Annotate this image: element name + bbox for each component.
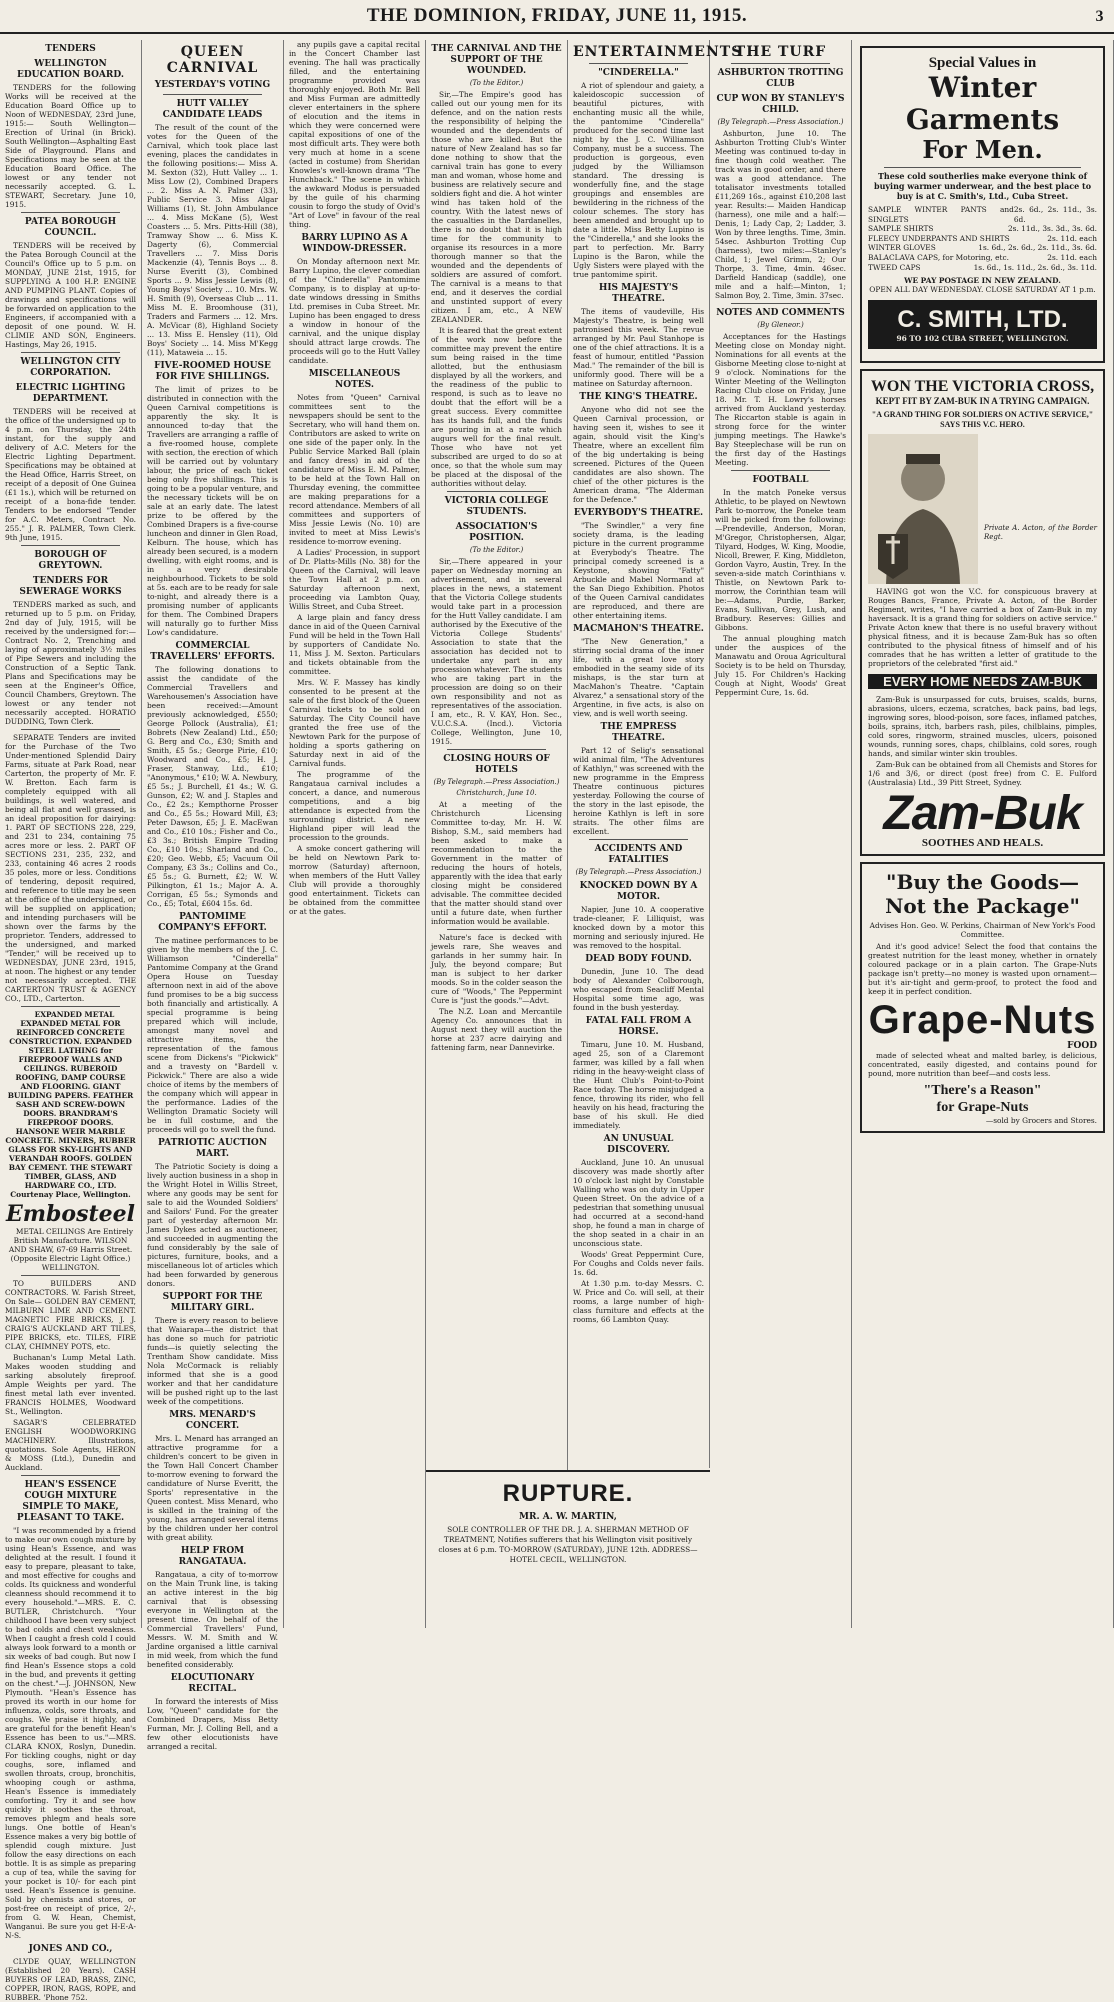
divider (21, 1275, 120, 1276)
his-majestys-review: The items of vaudeville, His Majesty's Theatre, is being well patronised this week. The revue arranged by Mr. Paul Stanhope is one of the chief attractions. It is a feast of humour, entitled "Passion Mad." The remainder of the bill is uniformly good. There will be a matinee on Saturday afternoon. (573, 307, 704, 388)
column-5 (568, 40, 743, 1468)
hutt-valley-heading: HUTT VALLEY CANDIDATE LEADS (162, 99, 263, 120)
price-item-name: SAMPLE SHIRTS (868, 224, 934, 234)
commercial-heading: COMMERCIAL TRAVELLERS' EFFORTS. (150, 641, 275, 662)
hotels-heading: CLOSING HOURS OF HOTELS (443, 754, 550, 775)
victoria-cross-portrait-icon (868, 434, 978, 584)
carnival-support-heading: THE CARNIVAL AND THE SUPPORT OF THE WOUNDED. (431, 44, 562, 76)
rangatau-article: Rangataua, a city of to-morrow on the Main Trunk line, is taking an active interest in the big carnival that is obsessing everyone in Wellington at the present time. On behalf of the Commercial Travellers' Fund, Messrs. W. M. Smith and W. Jardine organised a little carnival in mid week, from which the fund benefited considerably. (147, 1570, 278, 1669)
expanded-metal-ad: EXPANDED METAL EXPANDED METAL FOR REINFORCED CONCRETE CONSTRUCTION. EXPANDED STEEL LATHING for FIREPROOF WALLS AND CEILINGS. RUBEROID ROOFING, DAMP COURSE AND FLOORING. GIANT BUILDING PAPERS. FEATHER SASH AND SCREW-DOWN DOORS. BRANDRAM'S FIREPROOF DOORS. HANSONE WEIR MARBLE CONCRETE. MINERS, RUBBER GLASS FOR SKY-LIGHTS AND VERANDAH ROOFS. GOLDEN BAY CEMENT. THE STEWART TIMBER, GLASS, AND HARDWARE CO., LTD. Courtenay Place, Wellington. (5, 1010, 136, 1199)
patea-notice: TENDERS will be received by the Patea Borough Council at the Council's Office up to 5 p.m. on MONDAY, JUNE 21st, 1915, for SUPPLYING A 100 H.P. ENGINE AND PUMPING PLANT. Copies of drawings and specifications will be forwarded on application to the Engineers, if accompanied with a deposit of one pound. W. H. CLIMIE AND SON, Engineers. Hastings, May 26, 1915. (5, 241, 136, 349)
special-values-heading: Special Values in (928, 55, 1037, 71)
price-list-row (868, 224, 1097, 234)
carnival-support-letter: Sir,—The Empire's good has called out our young men for its defence, and on the nation rests the responsibility of helping the wounded and the dependents of those who are killed. But the nature of New Zealand has so far done nothing to show that the carnival train has gone to every man and woman, whose home and business are relatively secure and soldiers fight and die. A hot winter wind has taken hold of the country. With the latest news of the casualties in the Dardanelles, there is no doubt that it is high time for the community to organise its resources in a more thorough manner so that the wounded and the dependents of soldiers are assured of comfort. The carnival is a means to that end, and it deserves the cordial and unstinted support of every citizen. I am, etc., A NEW ZEALANDER. (431, 90, 562, 324)
zambuk-ad (860, 369, 1105, 856)
divider (447, 491, 546, 492)
queen-subheading: YESTERDAY'S VOTING (154, 80, 271, 90)
every-home-text: EVERY HOME NEEDS ZAM-BUK (883, 674, 1082, 690)
martin-notice: SOLE CONTROLLER OF THE DR. J. A. SHERMAN METHOD OF TREATMENT, Notifies sufferers that his Wellington visit positively closes at 6 p.m. TO-MORROW (SATURDAY), JUNE 12th. ADDRESS—HOTEL CECIL, WELLINGTON. (438, 1525, 698, 1564)
grape-nuts-description: made of selected wheat and malted barley, is delicious, concentrated, easily digested, and contains pound for pound, more nutrition than beef—and costs less. (868, 1051, 1097, 1079)
zambuk-uses: Zam-Buk is unsurpassed for cuts, bruises, scalds, burns, abrasions, ulcers, eczema, scratches, back pains, bad legs, ingrowing sores, blood-poison, sore faces, inflamed patches, boils, sprains, itch, barbers rash, piles, chilblains, pimples, cold sores, ringworm, strained muscles, ulcers, poisoned wounds, running sores, chaps, chilblains, cold sores, rough hands, and similar winter skin troubles. (868, 695, 1097, 759)
embosteel-ad: METAL CEILINGS Are Entirely British Manufacture. WILSON AND SHAW, 67-69 Harris Street. (Opposite Electric Light Office.) WELLINGTON. (8, 1227, 134, 1272)
rangatau-heading: HELP FROM RANGATAUA. (178, 1546, 247, 1567)
association-heading: ASSOCIATION'S POSITION. (455, 522, 538, 543)
divider (21, 352, 120, 353)
electric-heading: ELECTRIC LIGHTING DEPARTMENT. (15, 383, 126, 404)
military-article: There is every reason to believe that Waiarapa—the district that has done so much for patriotic funds—is quietly selecting the Trentham Show candidate. Miss Nola McCormack is reliably informed that she is a good worker and that her candidature will be pushed right up to the last week of the competitions. (147, 1316, 278, 1406)
sold-by-note: —sold by Grocers and Stores. (985, 1116, 1097, 1126)
price-list-row (868, 205, 1097, 224)
martin-name: MR. A. W. MARTIN, (519, 1512, 617, 1522)
rangataua-programme-article: The programme of the Rangataua carnival includes a concert, a dance, and numerous competitions, and a big attendance is expected from the surrounding district. A new Highland piper will lead the procession to the grounds. (289, 770, 420, 842)
wellington-education-heading: WELLINGTON EDUCATION BOARD. (17, 59, 124, 80)
fancy-dress-article: A large plain and fancy dress dance in aid of the Queen Carnival Fund will be held in the Town Hall by supporters of Candidate No. 11, Miss J. M. Sexton. Particulars and tickets obtainable from the committee. (289, 613, 420, 676)
for-grape-nuts-slogan: for Grape-Nuts (936, 1100, 1029, 1116)
divider (163, 94, 262, 95)
divider (589, 839, 688, 840)
price-item-name: FLEECY UNDERPANTS AND SHIRTS (868, 233, 1010, 243)
column-6 (710, 40, 852, 1628)
greytown-heading: BOROUGH OF GREYTOWN. (34, 550, 107, 571)
pantomime-article: The matinee performances to be given by the members of the J. C. Williamson "Cinderella" Pantomime Company at the Grand Opera House on Tuesday afternoon next in aid of the above fund promises to be a big success both financially and artistically. A special programme is being prepared which will include, amongst many novel and attractive items, the representation of the famous scene from Dickens's "Pickwick" and a travesty on "Bardell v. Pickwick." There are also a wide choice of items by the members of the company which will appear in the performance. Ladies of the Wellington Dramatic Society will be in full costume, and the proceeds will go to swell the fund. (147, 936, 278, 1134)
massey-article: Mrs. W. F. Massey has kindly consented to be present at the sale of the first block of the Queen Carnival tickets to be sold on Saturday. The City Council have granted the free use of the Newtown Park for the purpose of holding a sports gathering on Saturday next in aid of the Carnival funds. (289, 678, 420, 768)
smith-banner (868, 300, 1097, 349)
turf-heading: THE TURF (734, 44, 827, 60)
hean-ad: "I was recommended by a friend to make our own cough mixture by using Hean's Essence, and was delighted at the result. I found it easy to prepare, pleasant to take, and most effective for coughs and colds. Its quickness and wonderful cleanness should recommend it to every household."—MRS. E. C. BUTLER, Christchurch. "Your childhood I have been very subject to bad colds and chest weakness. When I caught a fresh cold I could always look forward to a month or six weeks of bad cough. But now I find Hean's Essence stops a cold in the bud, and prevents it getting on the chest."—J. JOHNSON, New Plymouth. "Hean's Essence has proved its worth in our home for influenza, colds, sore throats, and coughs. We praise it highly, and are grateful for the benefit Hean's Essence has been to us."—MRS. CLARA KNOX, Roslyn, Dunedin. For tickling coughs, night or day coughs, sore, inflamed and swollen throats, croup, bronchitis, whooping cough or asthma, Hean's Essence is immediately comforting. Try it and see how quickly it soothes the throat, removes phlegm and heals sore lungs. One bottle of Hean's Essence makes a very big bottle of splendid cough mixture. Just follow the easy directions on each bottle. It is as simple as preparing a cup of tea, while the saving for your pocket is 10/- for each pint used. Hean's Essence is genuine. Sold by chemists and stores, or post-free on receipt of price, 2/-, from G. W. Hean, Chemist, Wanganui. Be sure you get H-E-A-N-S. (5, 1526, 136, 1940)
price-item-name: TWEED CAPS (868, 262, 921, 272)
divider (884, 167, 1081, 168)
motor-article: Napier, June 10. A cooperative trade-cleaner, F. Lilliquist, was knocked down by a motor this morning and seriously injured. He was removed to the hospital. (573, 905, 704, 950)
to-editor-label: (To the Editor.) (469, 79, 524, 87)
winter-garments-heading: Winter Garments (905, 71, 1060, 136)
jones-ad: CLYDE QUAY, WELLINGTON (Established 20 Years). CASH BUYERS OF LEAD, BRASS, ZINC, COPPER, IRON, RAGS, ROPE, and RUBBER. 'Phone 752. (5, 1957, 136, 2002)
hean-heading: HEAN'S ESSENCE COUGH MIXTURE SIMPLE TO MAKE, PLEASANT TO TAKE. (16, 1480, 125, 1523)
price-list (868, 205, 1097, 272)
dead-body-article: Dunedin, June 10. The dead body of Alexander Colborough, who escaped from Seacliff Mental Hospital some time ago, was found in the bush yesterday. (573, 967, 704, 1012)
divider (589, 63, 688, 64)
column-2 (142, 40, 284, 1751)
barry-lupino-heading: BARRY LUPINO AS A WINDOW-DRESSER. (301, 233, 408, 254)
electric-notice: TENDERS will be received at the office of the undersigned up to 4 p.m. on Thursday, the 24th instant, for the supply and delivery of A.C. Meters for the Electric Lighting Department. Specifications may be obtained at the Head Office, Harris Street, on receipt of a deposit of One Guinea (£1 1s.), which will be returned on receipt of a bona-fide tender. Tenders to be endorsed "Tender for A.C. Meters, Contract No. 255." J. R. PALMER, Town Clerk. 9th June, 1915. (5, 407, 136, 542)
embosteel-logo: Embosteel (5, 1201, 135, 1227)
elocutionary-article: In forward the interests of Miss Low, "Queen" candidate for the Combined Drapers, Miss Betty Furman, Mr. J. Colling Bell, and a few other elocutionists have arranged a recital. (147, 1697, 278, 1751)
fatal-fall-heading: FATAL FALL FROM A HORSE. (585, 1016, 692, 1037)
everybodys-heading: EVERYBODY'S THEATRE. (573, 508, 704, 518)
recital-continued: any pupils gave a capital recital in the Concert Chamber last evening. The hall was practically filled, and the entertaining programme provided was thoroughly enjoyed. Both Mr. Bell and Miss Furman are admittedly clever entertainers in the sphere of elocution and the items in which they were concerned were capital expositions of one of the most difficult arts. They were both very much at home in a scene (acted in costume) from Sheridan Knowles's well-known drama "The Hunchback." The scene in which the awkward Modus is persuaded by the guile of his charming cousin to forgo the study of Ovid's "Art of Love" in favour of the real thing. (289, 40, 420, 229)
column-3 (284, 40, 426, 1628)
smith-address: 96 TO 102 CUBA STREET, WELLINGTON. (896, 334, 1069, 344)
ladies-procession-article: A Ladies' Procession, in support of Dr. Platts-Mills (No. 38) for the Queen of the Carnival, will leave the Town Hall at 2 p.m. on Saturday afternoon next, proceeding via Lambton Quay, Willis Street, and Cuba Street. (289, 548, 420, 611)
smith-name: C. SMITH, LTD. (897, 306, 1068, 334)
rupture-ad (426, 1470, 710, 1628)
price-item-price: 1s. 6d., 1s. 11d., 2s. 6d., 3s. 11d. (973, 262, 1097, 272)
divider (21, 1006, 120, 1007)
divider (731, 303, 830, 304)
food-label: FOOD (1067, 1041, 1097, 1052)
five-room-heading: FIVE-ROOMED HOUSE FOR FIVE SHILLINGS. (154, 361, 271, 382)
dead-body-heading: DEAD BODY FOUND. (585, 954, 692, 964)
buy-goods-heading: "Buy the Goods— (886, 870, 1079, 895)
unusual-discovery-heading: AN UNUSUAL DISCOVERY. (603, 1134, 674, 1155)
divider (447, 929, 546, 930)
greytown-subheading: TENDERS FOR SEWERAGE WORKS (19, 576, 122, 597)
price-item-name: WINTER GLOVES (868, 243, 936, 253)
vc-quote: "A GRAND THING FOR SOLDIERS ON ACTIVE SERVICE," SAYS THIS V.C. HERO. (871, 410, 1094, 430)
football-article: In the match Poneke versus Athletic, to be played on Newtown Park to-morrow, the Poneke team will be picked from the following:—Prendeville, Anderson, Moran, M'Gregor, Christophersen, Algar, Tilyard, Hodges, W. King, Moodie, Nicoll, Brewer, F. King, Middleton, Gordon Vayro, Austin, Trey. In the seven-a-side match Corinthians v. Thistle, on Newtown Park to-morrow, the Corinthian team will be:—Adams, Purdie, Barker, Evans, Sullivan, Grey, Lush, and Bradbury. Reserves: Gillies and Gibbons. (715, 488, 846, 632)
woods-cure-ad: Woods' Great Peppermint Cure, For Coughs and Colds never fails. 1s. 6d. (573, 1250, 704, 1277)
vc-heading: WON THE VICTORIA CROSS, (870, 378, 1095, 396)
menard-heading: MRS. MENARD'S CONCERT. (169, 1410, 256, 1431)
postage-note: WE PAY POSTAGE IN NEW ZEALAND. (904, 276, 1061, 286)
queen-voting-article: The result of the count of the votes for the Queen of the Carnival, which took place last evening, places the candidates in the following positions:— Miss A. M. Sexton (32), Hutt Valley ... 1. Miss Low (2), Combined Drapers ... 2. Miss A. N. Palmer (33), Public Service 3. Miss Algar Williams (1), St. John Ambulance ... 4. Miss McKane (5), West Coasters ... 5. Mrs. Pitts-Hill (38), Tramway Show ... 6. Miss K. Dagerty (6), Commercial Travellers ... 7. Miss Doris Mackenzie (4), Tennis Boys ... 8. Nurse Everitt (3), Combined Sports ... 9. Miss Jessie Lewis (8), Young Boys' Society ... 10. Mrs. W. H. Smith (9), Overseas Club ... 11. Miss M. E. Broomhouse (31), Traders and Farmers ... 12. Mrs. A. McVicar (8), Highland Society ... 13. Miss E. Hensley (11), Old Boys' Society ... 14. Miss M'Kegg (11), Mataweia ... 15. (147, 123, 278, 357)
farm-tender-notice: SEPARATE Tenders are invited for the Purchase of the Two Under-mentioned Splendid Dairy Farms, situate at Park Road, near Carterton, the property of Mr. F. W. Bretton. Each farm is completely equipped with all buildings, is well watered, and being all flat and well grassed, is an ideal proposition for dairying: 1. PART OF SECTIONS 228, 229, and 231 to 234, containing 75 acres more or less. 2. PART OF SECTIONS 231, 235, 232, and 233, containing 46 acres 2 roods 35 poles, more or less. Conditions of tendering, deposit required, and reference to title may be seen at the office of the undersigned, or will be supplied on application; and intending purchasers will be shown over the farms by the proprietor. Tenders, addressed to the undersigned, and marked "Tender," will be received up to WEDNESDAY, JUNE 23rd, 1915, at noon. The highest or any tender not necessarily accepted. THE CARTERTON TRUST & AGENCY CO., LTD., Carterton. (5, 733, 136, 1003)
unusual-discovery-article: Auckland, June 10. An unusual discovery was made shortly after 10 o'clock last night by Constable Walling who was on duty in Upper Queen Street. On the advice of a pedestrian that something unusual had occurred at a second-hand shop, he found a man in charge of the shop seated in a chair in an unconscious state. (573, 1158, 704, 1248)
victoria-college-letter: Sir,—There appeared in your paper on Wednesday morning an advertisement, and in several places in the news, a statement that the Victoria College students would take part in a procession for the Hutt Valley candidate. I am authorised by the Executive of the Victoria College Students' Association to state that the association has decided not to undertake any part in any procession whatever. The students who are taking part in the procession are doing so on their own responsibility and not as representatives of the association. I am, etc., R. V. KAY, Hon. Sec., V.U.C.S.A. (Incd.). Victoria College, Wellington, June 10, 1915. (431, 557, 562, 746)
smith-winter-ad (860, 46, 1105, 363)
kings-heading: THE KING'S THEATRE. (579, 392, 698, 402)
menard-article: Mrs. L. Menard has arranged an attractive programme for a children's concert to be given in the Town Hall Concert Chamber to-morrow evening to forward the candidature of Nurse Everitt, the Sports' representative in the Queen contest. Miss Menard, who is skilled in the training of the young, has arranged several items by the children under her control with great ability. (147, 1434, 278, 1542)
patea-heading: PATEA BOROUGH COUNCIL. (24, 217, 117, 238)
hotels-source: (By Telegraph.—Press Association.) (433, 778, 560, 786)
greytown-notice: TENDERS marked as such, and returned up to 5 p.m. on Friday, 2nd day of July, 1915, will be received by the undersigned for:— Contract No. 2, Trenching and laying of approximately 3½ miles of Pipe Sewers and including the Construction of a Septic Tank. Plans and Specifications may be seen at the Engineer's Office, Council Chambers, Greytown. The lowest or any tender not necessarily accepted. HORATIO DUDDING, Town Clerk. (5, 600, 136, 726)
five-room-article: The limit of prizes to be distributed in connection with the Queen Carnival competitions is apparently the sky. It is announced to-day that the Travellers are arranging a raffle of a five-roomed house, complete with section, the erection of which will be carried out by voluntary labour, the price of each ticket being only five shillings. This is going to be a popular venture, and the necessary tickets will be on sale at an early date. The latest prize to be offered by the Combined Drapers is a five-course luncheon and dinner in Glen Road, Kelburn. The house, which has already been secured, is a modern dwelling, with eight rooms, and is in a very desirable neighbourhood. Tickets to be sold at 5s. each are to be ready for sale to-night, and already there is a promising number of applicants for them. The Combined Drapers will naturally go to further Miss Low's candidature. (147, 385, 278, 637)
every-home-banner (868, 674, 1097, 689)
grape-nuts-intro: And it's good advice! Select the food that contains the greatest nutrition for the least money, whether in ornately coloured package or in a plain carton. The Grape-Nuts package isn't pretty—no money is wasted upon ornament—but it's air-tight and germ-proof, to protect the food and keep it in perfect condition. (868, 942, 1097, 997)
accidents-heading: ACCIDENTS AND FATALITIES (594, 844, 683, 865)
price-list-row (868, 234, 1097, 244)
price-item-price: 1s. 6d., 2s. 6d., 2s. 11d., 3s. 6d. (978, 243, 1097, 253)
soothes-heals: SOOTHES AND HEALS. (921, 837, 1044, 850)
divider (21, 212, 120, 213)
loan-agency-notice: The N.Z. Loan and Mercantile Agency Co. announces that in August next they will auction the horse at 237 acre dairying and fattening farm, near Dannevirke. (431, 1007, 562, 1052)
commercial-article: The following donations to assist the candidate of the Commercial Travellers and Warehousemen's Association have been received:—Amount previously acknowledged, £550; George Pollock (Australia), £1; Bobrets (New Zealand) Ltd., £50; G. Berg and Co., £30; Smith and Smith, £5 5s.; George Pirie, £10; Woodward and Co., £5; H. J. Fraser, Stanway, Ltd., £10; "Anonymous," £10; W. A. Newbury, £5 5s.; J. Burchell, £1 4s.; W. G. Gunson, £2; W. and J. Staples and Co., £2 2s.; Kempthorne Prosser and Co., £5 5s.; Howard Mill, £3; Peter Dawson, £5; J. E. MacEwan and Co., £10 10s.; Fisher and Co., £3 3s.; British Empire Trading Co., £10 10s.; Sharland and Co., £20; Geo. Webb, £5; Vacuum Oil Company, £3 3s.; Collins and Co., £5 5s.; G. Burnett, £2; W. W. Pilkington, £1 1s.; Major A. A. Corrigan, £5 5s.; Symonds and Co., £5; Total, £604 15s. 6d. (147, 665, 278, 908)
misc-notes-article: Notes from "Queen" Carnival committees sent to the newspapers should be sent to the Secretary, who will hand them on. Contributors are asked to write on one side of the paper only. In the Public Service Marked Ball (plain and fancy dress) in aid of the candidature of Miss E. M. Palmer, to be held at the Town Hall on Thursday evening, the committee are making preparations for a record attendance. Members of all committees and supporters of Miss Jessie Lewis (No. 10) are invited to meet at Miss Lewis's residence to-morrow evening. (289, 393, 420, 546)
divider (21, 1475, 120, 1476)
price-list-row (868, 243, 1097, 253)
sagar-ad: SAGAR'S CELEBRATED ENGLISH WOODWORKING MACHINERY. Illustrations, quotations. Sole Agents, HERON & MOSS (Ltd.), Dunedin and Auckland. (5, 1418, 136, 1472)
rupture-heading: RUPTURE. (502, 1480, 634, 1507)
elocutionary-heading: ELOCUTIONARY RECITAL. (170, 1673, 255, 1694)
jones-heading: JONES AND CO., (28, 1944, 113, 1954)
divider (21, 729, 120, 730)
patriotic-heading: PATRIOTIC AUCTION MART. (157, 1138, 267, 1159)
grape-nuts-logo: Grape-Nuts (868, 998, 1097, 1043)
price-item-name: SAMPLE WINTER PANTS and SINGLETS (868, 205, 1014, 224)
wellington-education-notice: TENDERS for the following Works will be received at the Education Board Office up to Noon of WEDNESDAY, 23rd June, 1915:— South Wellington—Erection of Urinal (in Brick). South Wellington—Asphalting East Side of Playground. Plans and Specifications may be seen at the Education Board Office. The lowest or any tender not necessarily accepted. G. L. STEWART, Secretary. June 10, 1915. (5, 83, 136, 209)
kings-review: Anyone who did not see the Queen Carnival procession, or having seen it, wishes to see it again, should visit the King's Theatre, where an excellent film of the big undertaking is being screened. Pictures of the Queen candidates are also shown. The chief of the other pictures is the American drama, "The Alderman for the Defence." (573, 405, 704, 504)
divider (731, 470, 830, 471)
carnival-support-continued: It is feared that the great extent of the work now before the committee may prevent the entire sum being raised in the time allotted, but the enthusiasm displayed by all the workers, and the readiness of the public to respond, is such as to leave no doubt that the effort will be a great success. Every committee has its hands full, and the funds are pouring in at a rate which augurs well for the final result. Those who have not yet subscribed are urged to do so at once, so that the whole sum may be placed at the disposal of the authorities without delay. (431, 326, 562, 488)
entertainments-heading: ENTERTAINMENTS (573, 44, 743, 60)
ploughing-notice: The annual ploughing match under the auspices of the Manawatu and Oroua Agricultural Society is to be held on Thursday, July 15. For Children's Hacking Cough at Night, Woods' Great Peppermint Cure, 1s. 6d. (715, 634, 846, 697)
to-editor-label-2: (To the Editor.) (469, 546, 524, 554)
misc-notes-heading: MISCELLANEOUS NOTES. (308, 369, 401, 390)
everybodys-review: "The Swindler," a very fine society drama, is the leading picture in the current programme at Everybody's Theatre. The principal comedy screened is a Keystone, showing "Fatty" Arbuckle and Mabel Normand at the San Diego Exhibition. Photos of the Queen Carnival candidates are reproduced, and there are other entertaining items. (573, 521, 704, 620)
vc-subheading: KEPT FIT BY ZAM-BUK IN A TRYING CAMPAIGN. (875, 396, 1090, 407)
not-package-heading: Not the Package" (885, 894, 1080, 919)
vc-portrait-row (868, 434, 1097, 584)
reason-slogan: "There's a Reason" (923, 1083, 1042, 1099)
notes-comments-heading: NOTES AND COMMENTS (716, 308, 845, 318)
hotels-article: At a meeting of the Christchurch Licensing Committee to-day, Mr. H. W. Bishop, S.M., said members had been asked to make a recommendation to the Government in the matter of reducing the hours of hotels, apparently with the idea that early closing might be considered advisable. The committee decided that the matter should stand over until a future date, when further information would be available. (431, 800, 562, 926)
macmahons-heading: MACMAHON'S THEATRE. (573, 624, 704, 634)
smoke-concert-article: A smoke concert gathering will be held on Newtown Park to-morrow (Saturday) afternoon, when members of the Hutt Valley Club will provide a thoroughly good entertainment. Tickets can be obtained from the committee or at the gates. (289, 844, 420, 916)
ashburton-heading: ASHBURTON TROTTING CLUB (717, 68, 844, 89)
divider (447, 749, 546, 750)
empress-review: Part 12 of Selig's sensational wild animal film, "The Adventures of Kathlyn," was screened with the new programme in the Empress Theatre continuous pictures yesterday. Following the course of the story in the last episode, the heroine Kathlyn is left in sore straits. The other films are excellent. (573, 746, 704, 836)
patriotic-article: The Patriotic Society is doing a lively auction business in a shop in the Wright Hotel in Willis Street, where any goods may be sent for sale to aid the Wounded Soldiers' and Sailors' Fund. For the greater part of yesterday afternoon Mr. James Dykes acted as auctioneer, and succeeded in augmenting the fund considerably by the sale of pictures, furniture, books, and a miscellaneous lot of articles which had been forwarded by generous donors. (147, 1162, 278, 1288)
wcc-heading: WELLINGTON CITY CORPORATION. (20, 357, 121, 378)
price-item-price: 2s. 6d., 2s. 11d., 3s. 6d. (1013, 205, 1097, 224)
empress-heading: THE EMPRESS THEATRE. (600, 722, 677, 743)
hotels-dateline: Christchurch, June 10. (456, 789, 537, 797)
cinderella-review: A riot of splendour and gaiety, a kaleidoscopic succession of beautiful pictures, with enchanting music all the while, the pantomime "Cinderella" produced for the second time last night by the J. C. Williamson Company, must be a success. The production is gorgeous, even judged by the Williamson standard. The dressing is wonderfully fine, and the stage groupings and ensembles are bewildering in the richness of the colour schemes. The story has been amended and brought up to date a little. Miss Betty Lupino is the "Cinderella," and she looks the part to perfection. Mr. Barry Lupino is the Baron, while the Ugly Sisters were played with the true pantomime spirit. (573, 81, 704, 279)
price-item-name: BALACLAVA CAPS, for Motoring, etc. (868, 252, 1009, 262)
lump-metal-ad: Buchanan's Lump Metal Lath. Makes wooden studding and sarking absolutely fireproof. Ample Weights per yard. The finest metal lath ever invented. FRANCIS HOLMES, Woodward St., Wellington. (5, 1353, 136, 1416)
smith-intro: These cold southerlies make everyone think of buying warmer underwear, and the best place to buy is at C. Smith's, Ltd., Cuba Street. (873, 171, 1092, 201)
vc-caption: Private A. Acton, of the Border Regt. (984, 524, 1097, 542)
victoria-college-heading: VICTORIA COLLEGE STUDENTS. (444, 496, 549, 517)
accidents-source: (By Telegraph.—Press Association.) (575, 868, 702, 876)
price-auction-notice: At 1.30 p.m. to-day Messrs. C. W. Price and Co. will sell, at their rooms, a large number of high-class furniture and effects at the rooms, 66 Lambton Quay. (573, 1279, 704, 1324)
fatal-fall-article: Timaru, June 10. M. Husband, aged 25, son of a Claremont farmer, was killed by a fall when riding in the heavy-weight class of the Hunt Club's Point-to-Point Race today. The horse misjudged a fence, throwing its rider, who fell heavily on his head, fracturing the base of his skull. He died immediately. (573, 1040, 704, 1130)
masthead (0, 0, 1114, 34)
column-1 (0, 40, 142, 2002)
his-majestys-heading: HIS MAJESTY'S THEATRE. (598, 283, 679, 304)
column-4 (426, 40, 568, 1628)
cup-heading: CUP WON BY STANLEY'S CHILD. (716, 94, 845, 115)
zambuk-availability: Zam-Buk can be obtained from all Chemists and Stores for 1/6 and 3/6, or direct (post free) from C. E. Fulford (Australasia) Ltd., 39 Pitt Street, Sydney. (868, 760, 1097, 788)
price-list-row (868, 253, 1097, 263)
divider (731, 63, 830, 64)
woods-verse-ad: Nature's face is decked with jewels rare, She weaves and garlands in her summy hair. In July, the beyond compare; But man is subject to her darker moods. So in the colder season the cure of "Woods," The Peppermint Cure is "just the goods."—Advt. (431, 933, 562, 1005)
barry-lupino-article: On Monday afternoon next Mr. Barry Lupino, the clever comedian of the "Cinderella" Pantomime Company, is to display at up-to-date windows dressing in Smiths Ltd. premises in Cuba Street. Mr. Lupino has been engaged to dress a window in honour of the carnival, and the unique display should attract large crowds. The proceeds will go to the Hutt Valley candidate. (289, 257, 420, 365)
pantomime-heading: PANTOMIME COMPANY'S EFFORT. (158, 912, 267, 933)
builders-ad: TO BUILDERS AND CONTRACTORS. W. Farish Street, On Sale— GOLDEN BAY CEMENT, MILBURN LIME AND CEMENT. MAGNETIC FIRE BRICKS, J. J. CRAIG'S AUCKLAND ART TILES, PIPE BRICKS, etc. TILES, FIRE CLAY, CHIMNEY POTS, etc. (5, 1279, 136, 1351)
military-heading: SUPPORT FOR THE MILITARY GIRL. (162, 1292, 263, 1313)
price-item-price: 2s. 11d. each (1047, 233, 1097, 243)
hours-note: OPEN ALL DAY WEDNESDAY. CLOSE SATURDAY AT 1 p.m. (869, 285, 1096, 295)
for-men-heading: For Men. (922, 135, 1043, 164)
grape-nuts-ad (860, 862, 1105, 1133)
notes-byline: (By Gleneor.) (757, 321, 804, 329)
queen-carnival-heading: QUEEN CARNIVAL (166, 44, 259, 76)
price-item-price: 2s. 11d., 3s. 3d., 3s. 6d. (1007, 224, 1097, 234)
motor-heading: KNOCKED DOWN BY A MOTOR. (579, 881, 698, 902)
masthead-title: THE DOMINION, FRIDAY, JUNE 11, 1915. (366, 5, 748, 26)
divider (21, 545, 120, 546)
price-list-row (868, 263, 1097, 273)
cinderella-heading: "CINDERELLA." (598, 68, 679, 78)
tenders-heading: TENDERS (45, 44, 96, 54)
page-number: 3 (1095, 8, 1104, 25)
column-7-ads (852, 40, 1114, 1628)
price-item-price: 2s. 11d. each (1047, 252, 1097, 262)
zambuk-logo: Zam-Buk (883, 787, 1082, 841)
football-heading: FOOTBALL (752, 475, 809, 485)
cup-source: (By Telegraph.—Press Association.) (717, 118, 844, 126)
ashburton-results: Ashburton, June 10. The Ashburton Trotting Club's Winter Meeting was continued to-day in fine though cold weather. The track was in good order, and there was a good attendance. The totalisator investments totalled £11,269 16s., against £10,208 last year. Results:— Maiden Handicap (harness), one mile and a half:—Denis, 1; Lady Cap, 2; Ladder, 3. Won by three lengths. Time, 3min. 54sec. Ashburton Trotting Cup (harness), two miles:—Stanley's Child, 1; Jewel Grimm, 2; Our Thorpe, 3. Time, 4min. 46sec. Darfield Handicap (saddle), one mile and a half:—Minton, 1; Salmon Boy, 2. Time, 3min. 37sec. (715, 129, 846, 300)
perkins-note: Advises Hon. Geo. W. Perkins, Chairman of New York's Food Committee. (869, 921, 1096, 940)
vc-story: HAVING got won the V.C. for conspicuous bravery at Rouges Bancs, France, Private A. Acton, of the Border Regiment, writes, "I have carried a box of Zam-Buk in my haversack. It is a grand thing for soldiers on active service." Private Acton knew that there is no useful bravery without physical fitness, and it is because Zam-Buk has so often contributed to the physical fitness of himself and of his comrades that he has written a letter of gratitude to the proprietors of the celebrated "first aid." (868, 587, 1097, 669)
notes-comments-article: Acceptances for the Hastings Meeting close on Monday night. Nominations for all events at the Gisborne Meeting close to-night at 9 o'clock. Nominations for the Winter Meeting of the Wellington Racing Club close on Friday, June 18. Mr. T. H. Lowry's horses arrived from Auckland yesterday. The Riccarton stable is again in strong force for the winter jumping meetings. The Hawke's Bay Steeplechase will be run on the first day of the Hastings Meeting. (715, 332, 846, 467)
macmahons-review: "The New Generation," a stirring social drama of the inner life, with a great love story embodied in the seamy side of its mishaps, is the star turn at MacMahon's Theatre. "Captain Alvarez," a sensational story of the Argentine, in five acts, is also on view, and is well worth seeing. (573, 637, 704, 718)
